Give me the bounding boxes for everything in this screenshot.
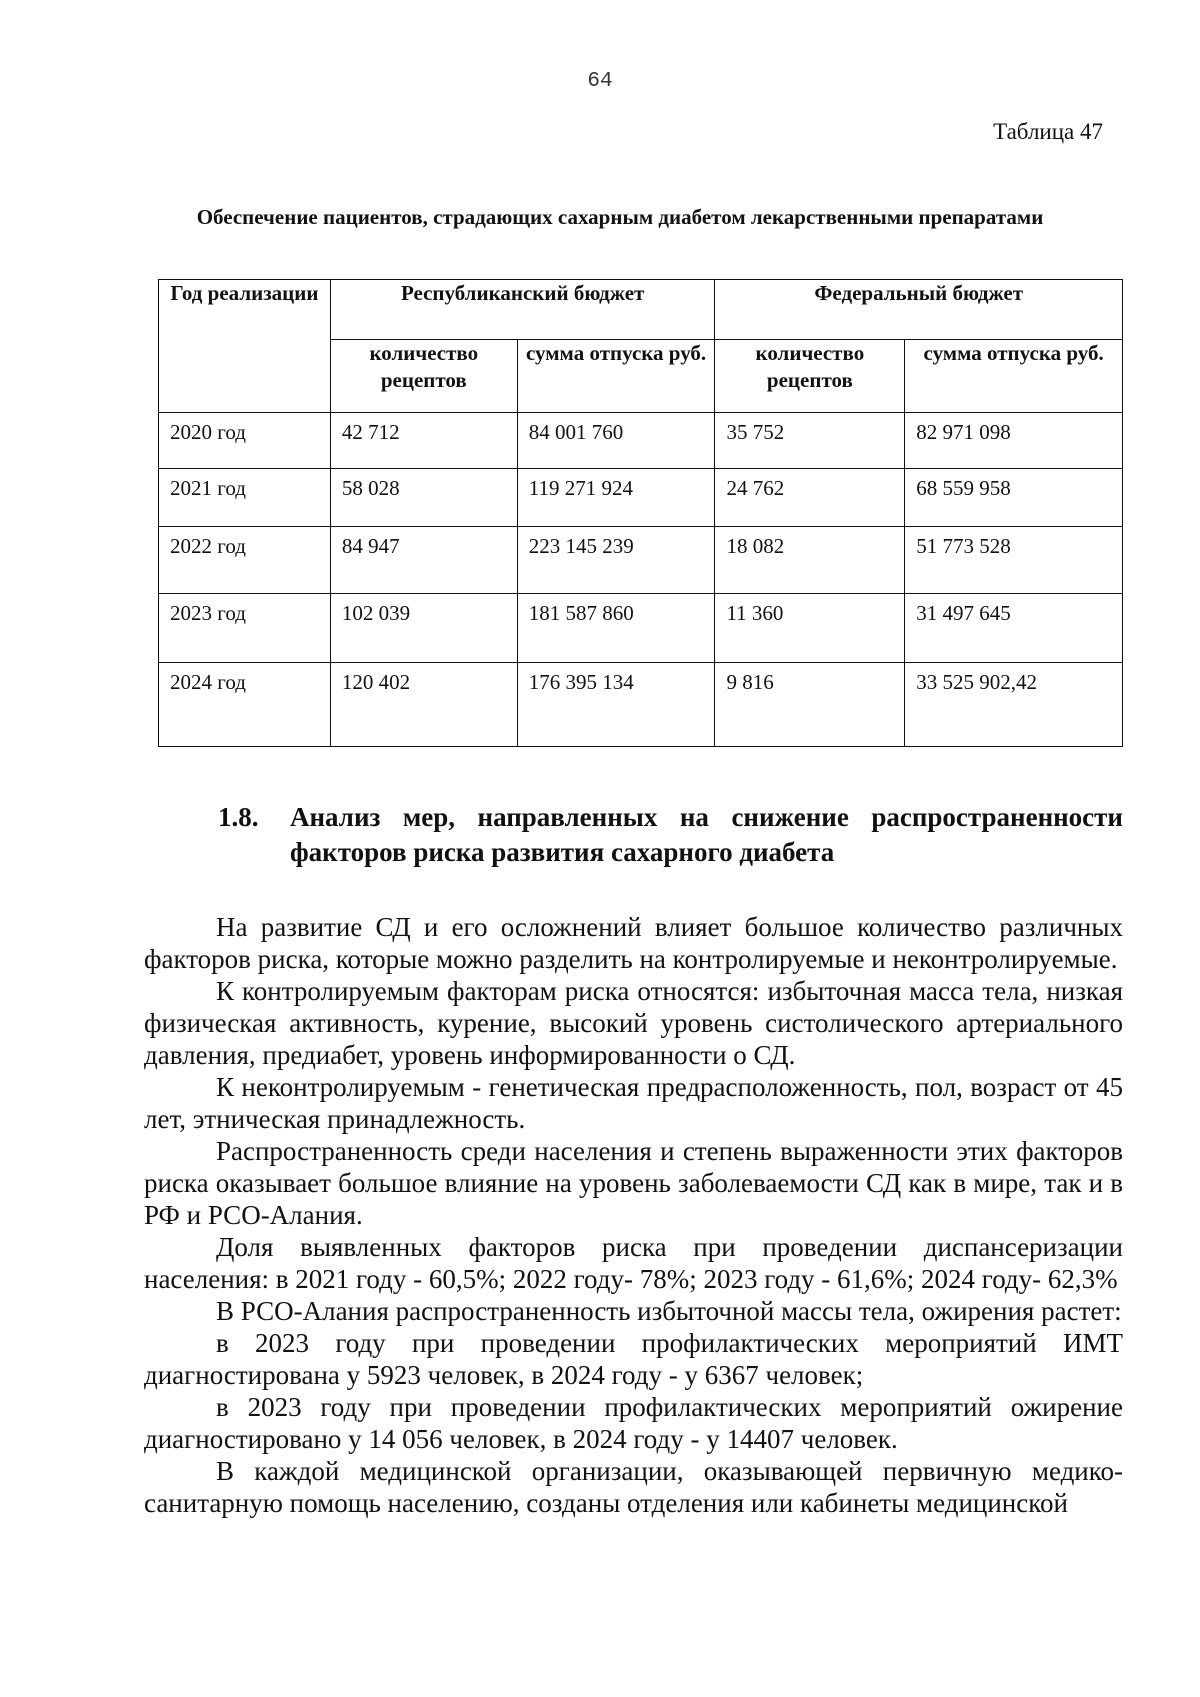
cell-fed-count: 35 752: [715, 413, 905, 469]
table-row: [159, 413, 1123, 469]
cell-rep-count: 84 947: [330, 527, 517, 594]
page-number: 64: [587, 70, 613, 93]
cell-rep-sum: 223 145 239: [517, 527, 715, 594]
cell-rep-count: 120 402: [330, 663, 517, 747]
cell-rep-count: 102 039: [330, 594, 517, 663]
cell-rep-count: 42 712: [330, 413, 517, 469]
cell-rep-sum: 119 271 924: [517, 469, 715, 527]
cell-fed-count: 24 762: [715, 469, 905, 527]
header-federal-budget: Федеральный бюджет: [715, 280, 1123, 340]
cell-fed-sum: 82 971 098: [905, 413, 1123, 469]
paragraph: в 2023 году при проведении профилактических мероприятий ИМТ диагностирована у 5923 человек, в 2024 году - у 6367 человек;: [144, 1328, 1123, 1390]
data-table: [158, 279, 1123, 747]
cell-fed-sum: 33 525 902,42: [905, 663, 1123, 747]
cell-fed-count: 9 816: [715, 663, 905, 747]
section-title-line1: Анализ мер, направленных на снижение распространенности: [290, 802, 1123, 832]
paragraph: в 2023 году при проведении профилактических мероприятий ожирение диагностировано у 14 056 человек, в 2024 году - у 14407 человек.: [144, 1392, 1123, 1454]
paragraph: Доля выявленных факторов риска при проведении диспансеризации населения: в 2021 году - 60,5%; 2022 году- 78%; 2023 году - 61,6%; 2024 году- 62,3%: [144, 1232, 1123, 1294]
cell-fed-count: 11 360: [715, 594, 905, 663]
cell-year: 2023 год: [159, 594, 331, 663]
cell-rep-sum: 84 001 760: [517, 413, 715, 469]
table-label: Таблица 47: [993, 119, 1103, 144]
cell-fed-sum: 31 497 645: [905, 594, 1123, 663]
table-title: Обеспечение пациентов, страдающих сахарным диабетом лекарственными препаратами: [196, 205, 1044, 229]
header-fed-count: количество рецептов: [715, 340, 905, 413]
header-rep-sum: сумма отпуска руб.: [517, 340, 715, 413]
cell-fed-sum: 51 773 528: [905, 527, 1123, 594]
header-year: Год реализации: [159, 280, 331, 413]
paragraph: К контролируемым факторам риска относятся: избыточная масса тела, низкая физическая активность, курение, высокий уровень систолического артериального давления, предиабет, уровень информированности о СД.: [144, 976, 1123, 1070]
cell-rep-sum: 181 587 860: [517, 594, 715, 663]
header-republic-budget: Республиканский бюджет: [330, 280, 715, 340]
paragraph: В каждой медицинской организации, оказывающей первичную медико-санитарную помощь населению, созданы отделения или кабинеты медицинской: [144, 1456, 1123, 1518]
cell-rep-count: 58 028: [330, 469, 517, 527]
table-row: [159, 469, 1123, 527]
table-row: [159, 527, 1123, 594]
cell-year: 2024 год: [159, 663, 331, 747]
paragraph: В РСО-Алания распространенность избыточной массы тела, ожирения растет:: [216, 1296, 1122, 1326]
section-number: 1.8.: [218, 802, 259, 832]
paragraph: Распространенность среди населения и степень выраженности этих факторов риска оказывает большое влияние на уровень заболеваемости СД как в мире, так и в РФ и РСО-Алания.: [144, 1136, 1123, 1230]
body-text: [144, 911, 1123, 1519]
table-row: [159, 663, 1123, 747]
cell-fed-sum: 68 559 958: [905, 469, 1123, 527]
cell-year: 2022 год: [159, 527, 331, 594]
header-fed-sum: сумма отпуска руб.: [905, 340, 1123, 413]
section-title-line2: факторов риска развития сахарного диабета: [290, 837, 835, 867]
cell-year: 2020 год: [159, 413, 331, 469]
paragraph: К неконтролируемым - генетическая предрасположенность, пол, возраст от 45 лет, этническая принадлежность.: [144, 1072, 1123, 1134]
section-heading: [218, 800, 1123, 870]
cell-fed-count: 18 082: [715, 527, 905, 594]
paragraph: На развитие СД и его осложнений влияет большое количество различных факторов риска, которые можно разделить на контролируемые и неконтролируемые.: [144, 912, 1123, 974]
cell-rep-sum: 176 395 134: [517, 663, 715, 747]
header-rep-count: количество рецептов: [330, 340, 517, 413]
cell-year: 2021 год: [159, 469, 331, 527]
table-row: [159, 594, 1123, 663]
